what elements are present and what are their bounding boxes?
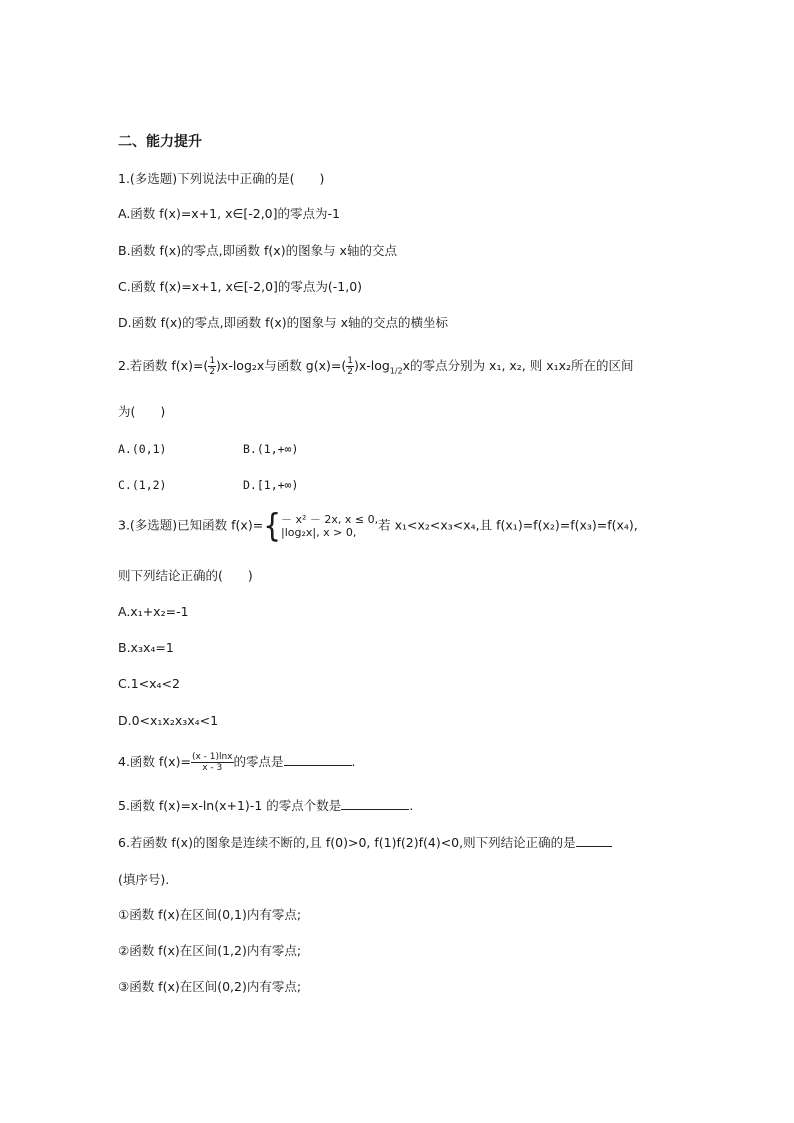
fraction-denominator: 2	[209, 367, 216, 377]
answer-blank[interactable]	[284, 753, 352, 766]
question-3-option-a: A.x₁+x₂=-1	[118, 604, 189, 619]
fraction-one-half	[208, 356, 216, 377]
question-1-option-b: B.函数 f(x)的零点,即函数 f(x)的图象与 x轴的交点	[118, 243, 397, 258]
question-3-option-c: C.1<x₄<2	[118, 676, 180, 691]
piecewise-case-2: |log₂x|, x > 0,	[281, 526, 357, 539]
answer-blank[interactable]	[341, 797, 409, 810]
question-2-lead: 2.若函数 f(x)=(	[118, 358, 209, 373]
question-2-mid1: )x-log₂x与函数 g(x)=(	[216, 358, 347, 373]
question-5-end: .	[409, 798, 414, 813]
question-6-item-2: ②函数 f(x)在区间(1,2)内有零点;	[118, 943, 302, 958]
question-2-option-c: C.(1,2)	[118, 478, 167, 492]
question-4-end: .	[351, 754, 356, 769]
fraction-numerator: 1	[209, 356, 216, 366]
question-2-mid2: )x-log	[353, 358, 390, 373]
question-1-option-a: A.函数 f(x)=x+1, x∈[-2,0]的零点为-1	[118, 206, 340, 221]
piecewise-cases	[281, 513, 378, 539]
fraction-numerator: 1	[347, 356, 353, 366]
question-2-stem	[118, 356, 634, 381]
question-2-option-b: B.(1,+∞)	[243, 442, 299, 456]
question-4-stem	[118, 752, 356, 773]
section-title: 二、能力提升	[118, 134, 202, 150]
question-3-option-b: B.x₃x₄=1	[118, 640, 174, 655]
question-5-text: 5.函数 f(x)=x-ln(x+1)-1 的零点个数是	[118, 798, 342, 813]
question-6-item-3: ③函数 f(x)在区间(0,2)内有零点;	[118, 979, 302, 994]
question-3-stem	[118, 506, 638, 545]
question-1-stem: 1.(多选题)下列说法中正确的是( )	[118, 171, 325, 186]
question-6-continuation: (填序号).	[118, 872, 170, 887]
question-3-option-d: D.0<x₁x₂x₃x₄<1	[118, 713, 219, 728]
question-3-lead: 3.(多选题)已知函数 f(x)=	[118, 517, 264, 533]
question-2-option-a: A.(0,1)	[118, 442, 167, 456]
question-1-option-c: C.函数 f(x)=x+1, x∈[-2,0]的零点为(-1,0)	[118, 279, 363, 294]
log-base: 1/2	[389, 366, 403, 376]
question-6-stem	[118, 834, 612, 852]
fraction-numerator: (x - 1)lnx	[191, 752, 233, 762]
fraction-denominator: 2	[347, 367, 353, 377]
answer-blank[interactable]	[576, 834, 612, 847]
question-2-continuation: 为( )	[118, 404, 166, 419]
question-2-option-d: D.[1,+∞)	[243, 478, 299, 492]
question-5-stem	[118, 797, 413, 815]
piecewise-brace-icon: {	[263, 506, 282, 545]
question-4-lead: 4.函数 f(x)=	[118, 754, 191, 769]
question-3-tail: 若 x₁<x₂<x₃<x₄,且 f(x₁)=f(x₂)=f(x₃)=f(x₄),	[378, 517, 638, 533]
question-6-item-1: ①函数 f(x)在区间(0,1)内有零点;	[118, 907, 302, 922]
fraction-one-half-2	[346, 356, 354, 377]
piecewise-case-1: － x² － 2x, x ≤ 0,	[281, 513, 379, 526]
question-1-option-d: D.函数 f(x)的零点,即函数 f(x)的图象与 x轴的交点的横坐标	[118, 315, 448, 330]
question-6-text: 6.若函数 f(x)的图象是连续不断的,且 f(0)>0, f(1)f(2)f(4)<0,则下列结论正确的是	[118, 835, 576, 850]
question-4-tail: 的零点是	[233, 754, 284, 769]
question-2-tail: x的零点分别为 x₁, x₂, 则 x₁x₂所在的区间	[402, 358, 634, 373]
fraction-denominator: x - 3	[202, 763, 223, 773]
question-3-continuation: 则下列结论正确的( )	[118, 568, 253, 583]
fraction-q4	[191, 752, 234, 773]
